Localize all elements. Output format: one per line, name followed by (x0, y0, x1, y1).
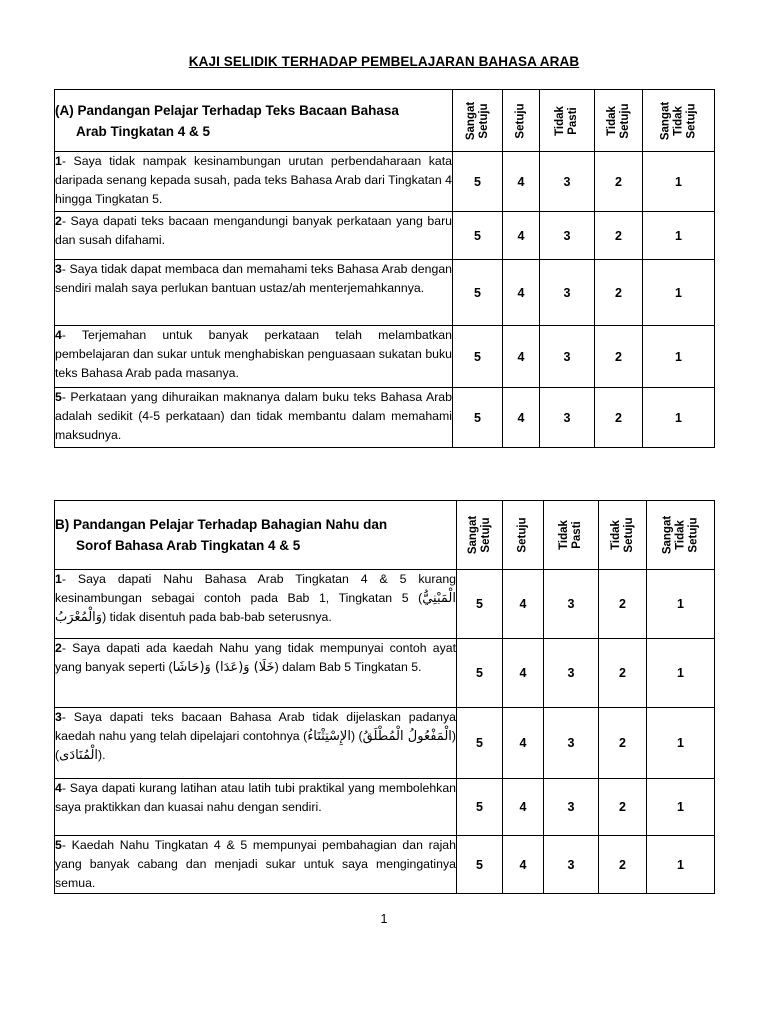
table-row (55, 779, 715, 836)
rating-option: 5 (453, 212, 503, 260)
question-number: 5 (55, 390, 62, 404)
question-number: 5 (55, 838, 62, 852)
rating-option: 3 (540, 388, 595, 448)
scale-header-label (515, 103, 528, 138)
arabic-term: ) وَ( (238, 660, 259, 675)
rating-option: 5 (453, 326, 503, 388)
rating-option: 5 (457, 639, 503, 708)
section-a-table (54, 89, 715, 448)
rating-option: 1 (643, 212, 715, 260)
scale-header-line: Sangat (464, 101, 477, 140)
scale-header-2 (544, 501, 599, 570)
rating-option: 1 (647, 639, 715, 708)
section-b-table (54, 500, 715, 894)
arabic-term: الْمَبْنِيُّ وَالْمُعْرَبُ (55, 591, 456, 625)
scale-header-line: Setuju (514, 102, 527, 139)
rating-option: 4 (503, 570, 544, 639)
question-text (55, 570, 457, 639)
scale-header-line: Pasti (567, 106, 579, 135)
rating-option: 4 (503, 260, 540, 326)
rating-option: 3 (540, 326, 595, 388)
question-segment: - Kaedah Nahu Tingkatan 4 & 5 mempunyai pembahagian dan rajah yang banyak cabang dan menjadi sukar untuk saya mengingatinya semua. (55, 838, 456, 890)
question-segment: ). (98, 748, 106, 762)
scale-header-line: Setuju (477, 102, 490, 139)
scale-header-line: Sangat (661, 515, 673, 555)
rating-option: 4 (503, 779, 544, 836)
rating-option: 4 (503, 152, 540, 212)
rating-option: 5 (457, 836, 503, 894)
arabic-term: خَلَا (258, 660, 275, 675)
rating-option: 4 (503, 326, 540, 388)
scale-header-line: Tidak (605, 105, 618, 136)
table-row (55, 212, 715, 260)
rating-option: 5 (457, 708, 503, 779)
rating-option: 1 (643, 152, 715, 212)
rating-option: 3 (544, 639, 599, 708)
scale-header-3 (599, 501, 647, 570)
table-row (55, 388, 715, 448)
rating-option: 3 (540, 212, 595, 260)
rating-option: 2 (595, 212, 643, 260)
question-text (55, 836, 457, 894)
table-row (55, 260, 715, 326)
rating-option: 3 (544, 779, 599, 836)
rating-option: 1 (643, 326, 715, 388)
rating-option: 2 (599, 708, 647, 779)
scale-header-label (659, 101, 698, 139)
scale-header-1 (503, 90, 540, 152)
rating-option: 2 (595, 326, 643, 388)
scale-header-line: Tidak (609, 520, 622, 550)
section-a-header-row (55, 90, 715, 152)
question-segment: - Saya dapati teks bacaan Bahasa Arab tidak dijelaskan padanya kaedah nahu yang telah dipelajari contohnya ( (55, 710, 456, 743)
question-number: 2 (55, 214, 62, 228)
rating-option: 4 (503, 212, 540, 260)
scale-header-4 (643, 90, 715, 152)
arabic-term: حَاشَا (172, 660, 200, 675)
scale-header-label (467, 516, 493, 554)
rating-option: 1 (643, 260, 715, 326)
scale-header-label (554, 106, 580, 136)
question-number: 4 (55, 328, 62, 342)
rating-option: 4 (503, 836, 544, 894)
rating-option: 5 (453, 388, 503, 448)
question-number: 1 (55, 572, 62, 586)
rating-option: 4 (503, 388, 540, 448)
rating-option: 2 (599, 779, 647, 836)
scale-header-line: Setuju (622, 517, 635, 553)
scale-header-2 (540, 90, 595, 152)
question-text (55, 260, 453, 326)
section-a-heading-line1: (A) Pandangan Pelajar Terhadap Teks Bacaan Bahasa (55, 102, 399, 118)
scale-header-line: Sangat (466, 515, 479, 555)
scale-header-line: Setuju (618, 102, 631, 139)
rating-option: 3 (540, 260, 595, 326)
question-segment: - Saya dapati Nahu Bahasa Arab Tingkatan 4 & 5 kurang kesinambungan sebagai contoh pada Bab 1, Tingkatan 5 ( (55, 572, 456, 605)
arabic-term: الْمَفْعُولُ الْمُطْلَقُ (362, 729, 452, 744)
question-segment: - Saya tidak dapat membaca dan memahami teks Bahasa Arab dengan sendiri malah saya perlukan bantuan ustaz/ah menterjemahkannya. (55, 262, 452, 295)
scale-header-label (661, 516, 700, 554)
rating-option: 1 (647, 708, 715, 779)
scale-header-3 (595, 90, 643, 152)
rating-option: 1 (647, 570, 715, 639)
section-b-heading (55, 501, 457, 570)
question-number: 3 (55, 710, 62, 724)
rating-option: 2 (595, 388, 643, 448)
scale-header-line: Tidak (674, 520, 686, 550)
scale-header-label (606, 103, 632, 138)
scale-header-label (610, 517, 636, 552)
scale-header-0 (453, 90, 503, 152)
question-segment: - Perkataan yang dihuraikan maknanya dalam buku teks Bahasa Arab adalah sedikit (4-5 perkataan) dan tidak membantu dalam memahami maksudnya. (55, 390, 452, 442)
question-number: 4 (55, 781, 62, 795)
question-segment: ) tidak disentuh pada bab-bab seterusnya. (102, 610, 332, 624)
scale-header-0 (457, 501, 503, 570)
section-b-header-row (55, 501, 715, 570)
scale-header-1 (503, 501, 544, 570)
rating-option: 3 (540, 152, 595, 212)
question-number: 3 (55, 262, 62, 276)
rating-option: 3 (544, 836, 599, 894)
table-row (55, 708, 715, 779)
scale-header-line: Pasti (571, 521, 583, 549)
section-b-heading-line2: Sorof Bahasa Arab Tingkatan 4 & 5 (76, 538, 301, 553)
question-segment: - Saya dapati ada kaedah Nahu yang tidak mempunyai contoh ayat yang banyak seperti ( (55, 641, 456, 674)
scale-header-line: Setuju (516, 517, 529, 553)
page-number: 1 (380, 912, 388, 926)
question-text (55, 779, 457, 836)
question-segment: ) ( (55, 729, 457, 762)
rating-option: 3 (544, 708, 599, 779)
question-text (55, 708, 457, 779)
rating-option: 3 (544, 570, 599, 639)
rating-option: 1 (643, 388, 715, 448)
rating-option: 5 (457, 779, 503, 836)
table-row (55, 639, 715, 708)
scale-header-line: Setuju (479, 517, 492, 553)
rating-option: 2 (595, 152, 643, 212)
table-row (55, 570, 715, 639)
question-text (55, 388, 453, 448)
question-text (55, 152, 453, 212)
arabic-term: عَدَا (220, 660, 239, 675)
rating-option: 4 (503, 708, 544, 779)
rating-option: 2 (599, 570, 647, 639)
scale-header-label (465, 101, 491, 139)
question-segment: - Saya dapati kurang latihan atau latih tubi praktikal yang membolehkan saya praktikkan dan kuasai nahu dengan sendiri. (55, 781, 456, 814)
question-number: 2 (55, 641, 62, 655)
rating-option: 2 (599, 836, 647, 894)
rating-option: 2 (599, 639, 647, 708)
arabic-term: الْمُنَادَى (59, 748, 99, 763)
question-segment: - Terjemahan untuk banyak perkataan telah melambatkan pembelajaran dan sukar untuk menghabiskan penguasaan sukatan buku teks Bahasa Arab pada masanya. (55, 328, 452, 380)
rating-option: 1 (647, 779, 715, 836)
scale-header-line: Setuju (685, 102, 697, 139)
rating-option: 5 (457, 570, 503, 639)
rating-option: 5 (453, 152, 503, 212)
question-segment: - Saya dapati teks bacaan mengandungi banyak perkataan yang baru dan susah difahami. (55, 214, 452, 247)
section-a-heading-line2: Arab Tingkatan 4 & 5 (76, 123, 211, 139)
section-b-heading-line1: B) Pandangan Pelajar Terhadap Bahagian Nahu dan (55, 517, 388, 532)
scale-header-label (517, 517, 530, 552)
arabic-term: الإِسْتِثْنَاءُ (307, 729, 351, 744)
scale-header-line: Tidak (558, 520, 570, 550)
section-a-heading (55, 90, 453, 152)
rating-option: 2 (595, 260, 643, 326)
rating-option: 4 (503, 639, 544, 708)
question-text (55, 212, 453, 260)
scale-header-line: Tidak (554, 105, 566, 136)
scale-header-line: Tidak (672, 105, 684, 136)
scale-header-line: Setuju (687, 517, 699, 553)
question-text (55, 326, 453, 388)
scale-header-line: Sangat (659, 101, 671, 140)
question-text (55, 639, 457, 708)
question-segment: ) ( (350, 729, 363, 743)
arabic-term: ) وَ( (199, 660, 220, 675)
table-row (55, 326, 715, 388)
question-segment: ) dalam Bab 5 Tingkatan 5. (274, 660, 422, 674)
question-segment: - Saya tidak nampak kesinambungan urutan perbendaharaan kata daripada senang kepada susah, pada teks Bahasa Arab dari Tingkatan 4 hingga Tingkatan 5. (55, 154, 452, 206)
rating-option: 5 (453, 260, 503, 326)
table-row (55, 152, 715, 212)
question-number: 1 (55, 154, 62, 168)
table-row (55, 836, 715, 894)
rating-option: 1 (647, 836, 715, 894)
scale-header-4 (647, 501, 715, 570)
scale-header-label (558, 520, 584, 550)
page-title: KAJI SELIDIK TERHADAP PEMBELAJARAN BAHASA ARAB (188, 54, 580, 69)
